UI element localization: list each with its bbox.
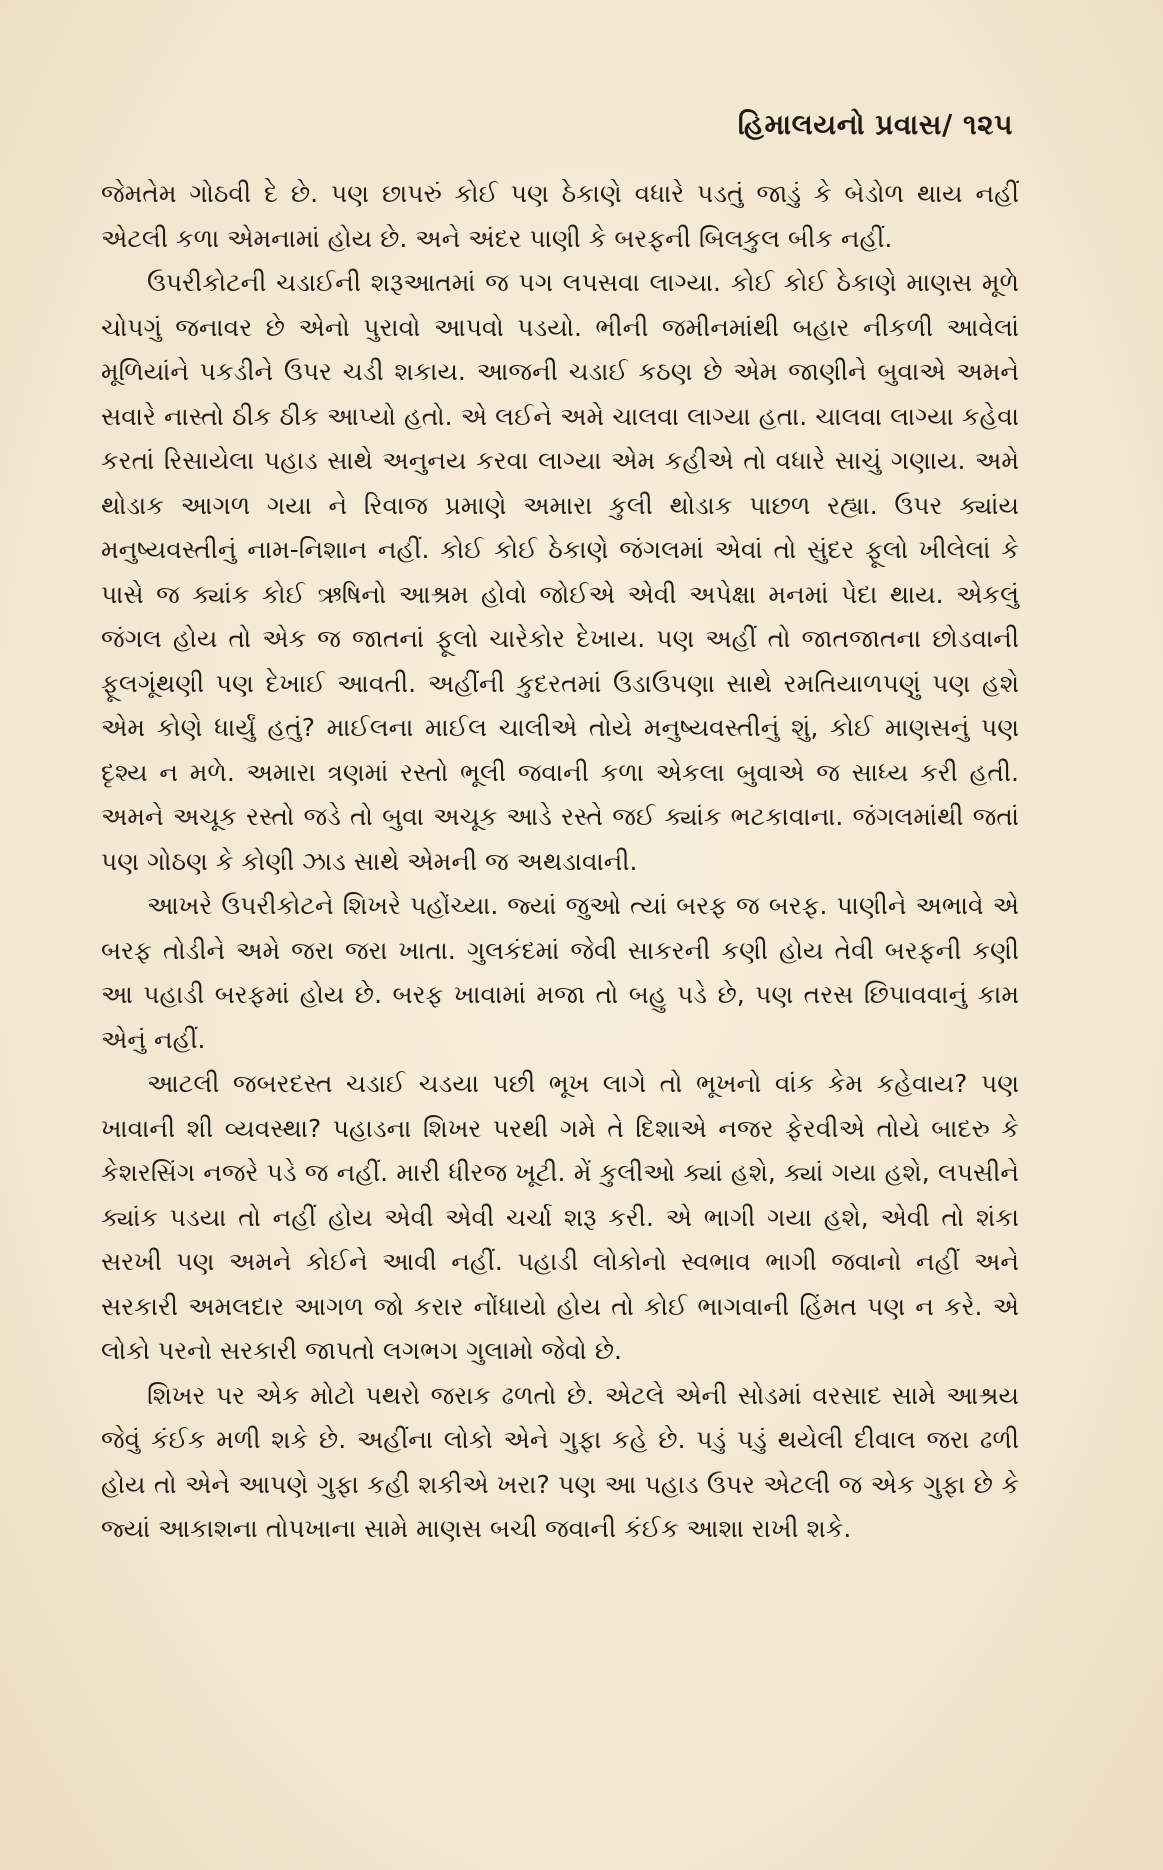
paragraph: શિખર પર એક મોટો પથરો જરાક ઢળતો છે. એટલે એની સોડમાં વરસાદ સામે આશ્રય જેવું કંઈક મળી શકે છે. અહીંના લોકો એને ગુફા કહે છે. પડું પડું થયેલી દીવાલ જરા ઢળી હોય તો એને આપણે ગુફા કહી શકીએ ખરા? પણ આ પહાડ ઉપર એટલી જ એક ગુફા છે કે જ્યાં આકાશના તોપખાના સામે માણસ બચી જવાની કંઈક આશા રાખી શકે.	[101, 1380, 1019, 1543]
paragraph: ઉપરીકોટની ચડાઈની શરૂઆતમાં જ પગ લપસવા લાગ્યા. કોઈ કોઈ ઠેકાણે માણસ મૂળે ચોપગું જનાવર છે એનો પુરાવો આપવો પડયો. ભીની જમીનમાંથી બહાર નીકળી આવેલાં મૂળિયાંને પકડીને ઉપર ચડી શકાય. આજની ચડાઈ કઠણ છે એમ જાણીને બુવાએ અમને સવારે નાસ્તો ઠીક ઠીક આપ્યો હતો. એ લઈને અમે ચાલવા લાગ્યા હતા. ચાલવા લાગ્યા કહેવા કરતાં રિસાયેલા પહાડ સાથે અનુનય કરવા લાગ્યા એમ કહીએ તો વધારે સાચું ગણાય. અમે થોડાક આગળ ગયા ને રિવાજ પ્રમાણે અમારા કુલી થોડાક પાછળ રહ્યા. ઉપર ક્યાંય મનુષ્યવસ્તીનું નામ-નિશાન નહીં. કોઈ કોઈ ઠેકાણે જંગલમાં એવાં તો સુંદર ફૂલો ખીલેલાં કે પાસે જ ક્યાંક કોઈ ઋષિનો આશ્રમ હોવો જોઈએ એવી અપેક્ષા મનમાં પેદા થાય. એકલું જંગલ હોય તો એક જ જાતનાં ફૂલો ચારેકોર દેખાય. પણ અહીં તો જાતજાતના છોડવાની ફૂલગૂંથણી પણ દેખાઈ આવતી. અહીંની કુદરતમાં ઉડાઉપણા સાથે રમતિયાળપણું પણ હશે એમ કોણે ધાર્યું હતું? માઈલના માઈલ ચાલીએ તોયે મનુષ્યવસ્તીનું શું, કોઈ માણસનું પણ દૃશ્ય ન મળે. અમારા ત્રણમાં રસ્તો ભૂલી જવાની કળા એકલા બુવાએ જ સાધ્ય કરી હતી. અમને અચૂક રસ્તો જડે તો બુવા અચૂક આડે રસ્તે જઈ ક્યાંક ભટકાવાના. જંગલમાંથી જતાં પણ ગોઠણ કે કોણી ઝાડ સાથે એમની જ અથડાવાની.	[101, 268, 1019, 876]
running-header: હિમાલયનો પ્રવાસ/ ૧૨૫	[737, 108, 1013, 141]
paragraph: આટલી જબરદસ્ત ચડાઈ ચડયા પછી ભૂખ લાગે તો ભૂખનો વાંક કેમ કહેવાય? પણ ખાવાની શી વ્યવસ્થા? પહાડના શિખર પરથી ગમે તે દિશાએ નજર ફેરવીએ તોયે બાદરુ કે કેશરસિંગ નજરે પડે જ નહીં. મારી ધીરજ ખૂટી. મેં કુલીઓ ક્યાં હશે, ક્યાં ગયા હશે, લપસીને ક્યાંક પડયા તો નહીં હોય એવી એવી ચર્ચા શરૂ કરી. એ ભાગી ગયા હશે, એવી તો શંકા સરખી પણ અમને કોઈને આવી નહીં. પહાડી લોકોનો સ્વભાવ ભાગી જવાનો નહીં અને સરકારી અમલદાર આગળ જો કરાર નોંધાયો હોય તો કોઈ ભાગવાની હિંમત પણ ન કરે. એ લોકો પરનો સરકારી જાપતો લગભગ ગુલામો જેવો છે.	[101, 1069, 1019, 1365]
paragraph: જેમતેમ ગોઠવી દે છે. પણ છાપરું કોઈ પણ ઠેકાણે વધારે પડતું જાડું કે બેડોળ થાય નહીં એટલી કળા એમનામાં હોય છે. અને અંદર પાણી કે બરફની બિલકુલ બીક નહીં.	[101, 179, 1019, 253]
paragraph: આખરે ઉપરીકોટને શિખરે પહોંચ્યા. જ્યાં જુઓ ત્યાં બરફ જ બરફ. પાણીને અભાવે એ બરફ તોડીને અમે જરા જરા ખાતા. ગુલકંદમાં જેવી સાકરની કણી હોય તેવી બરફની કણી આ પહાડી બરફમાં હોય છે. બરફ ખાવામાં મજા તો બહુ પડે છે, પણ તરસ છિપાવવાનું કામ એનું નહીં.	[101, 891, 1019, 1054]
body-text	[101, 172, 1019, 1552]
